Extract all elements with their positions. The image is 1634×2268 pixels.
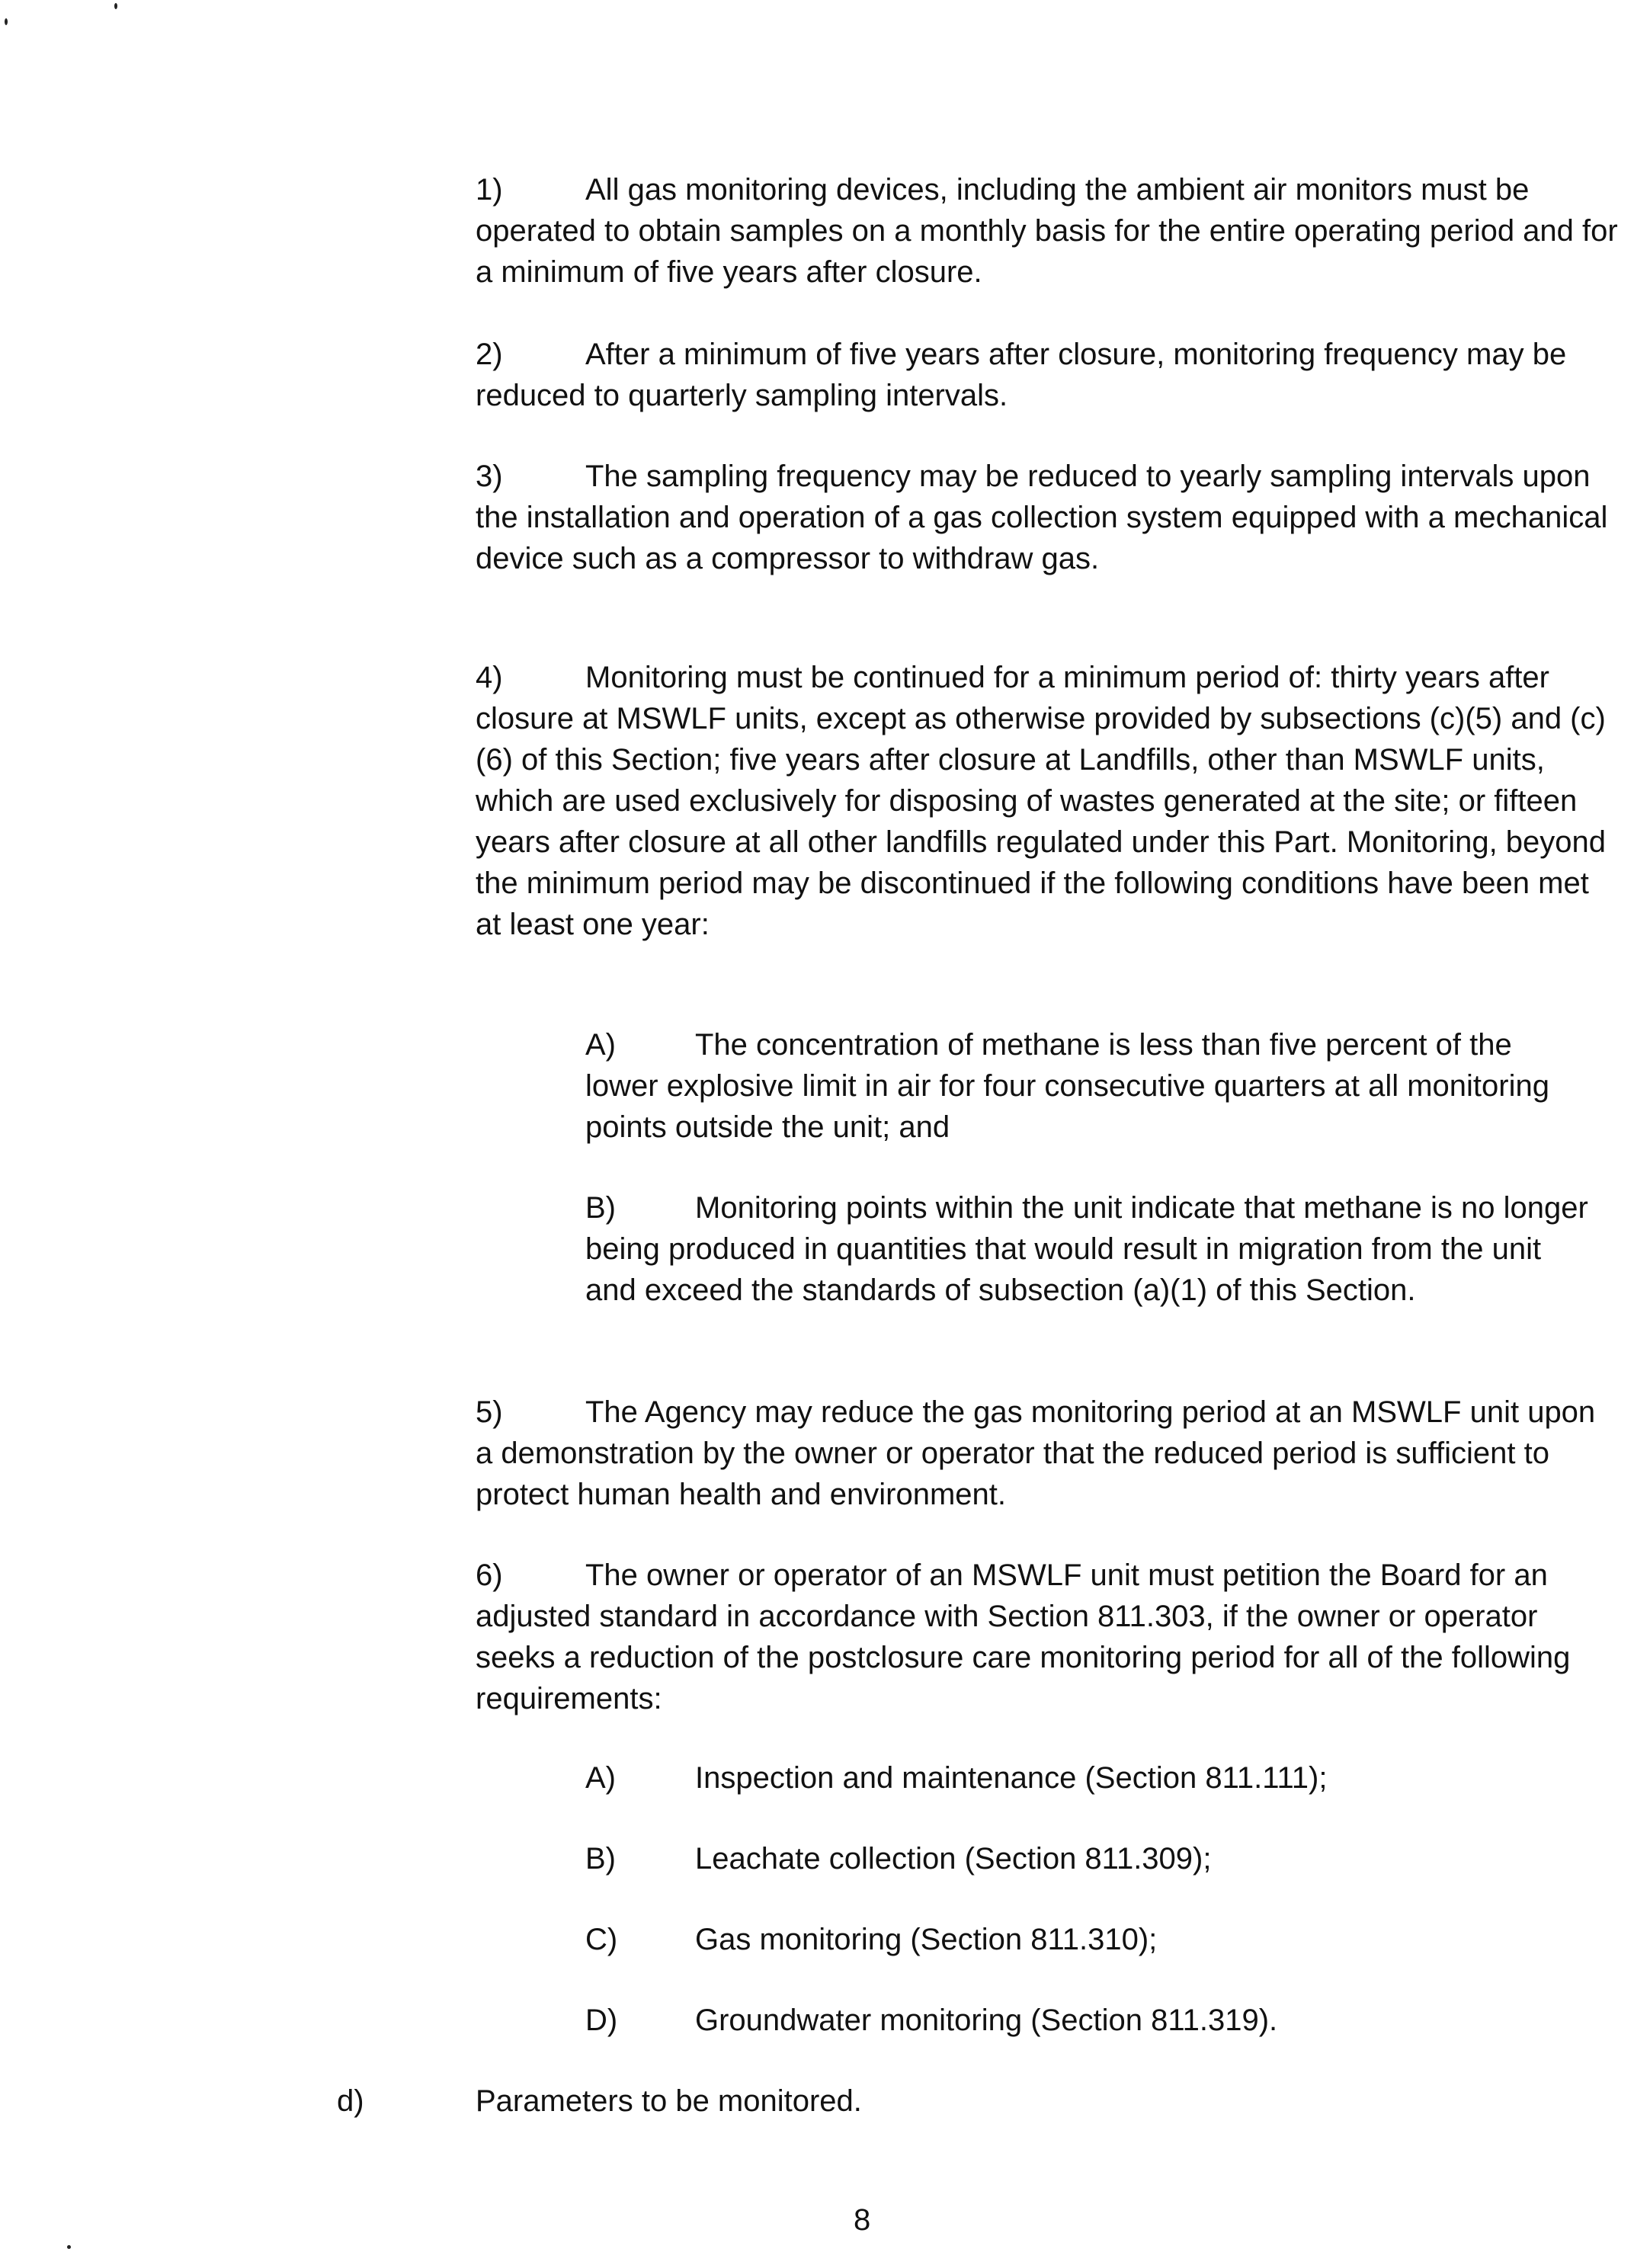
condition-letter: B) — [585, 1191, 616, 1225]
requirement-text: Inspection and maintenance (Section 811.111); — [695, 1761, 1328, 1795]
item-number: 4) — [476, 661, 503, 694]
item-text: All gas monitoring devices, including the ambient air monitors must be operated to obtain samples on a monthly basis for the entire operating period and for a minimum of five years after closure. — [476, 173, 1618, 289]
item-number: 3) — [476, 460, 503, 493]
condition-a — [585, 1024, 1591, 1148]
paragraph-item-6 — [476, 1555, 1619, 1719]
item-text: After a minimum of five years after closure, monitoring frequency may be reduced to quarterly sampling intervals. — [476, 338, 1567, 412]
item-number: 2) — [476, 338, 503, 371]
requirement-letter: A) — [585, 1761, 616, 1795]
condition-text: Monitoring points within the unit indicate that methane is no longer being produced in quantities that would result in migration from the unit and exceed the standards of subsection (a)(1) of this Section. — [585, 1191, 1588, 1307]
item-text: Monitoring must be continued for a minimum period of: thirty years after closure at MSWLF units, except as otherwise provided by subsections (c)(5) and (c)(6) of this Section; five years after closure at Landfills, other than MSWLF units, which are used exclusively for disposing of wastes generated at the site; or fifteen years after closure at all other landfills regulated under this Part. Monitoring, beyond the minimum period may be discontinued if the following conditions have been met at least one year: — [476, 661, 1607, 941]
requirement-b — [585, 1838, 1211, 1879]
requirement-a — [585, 1757, 1327, 1799]
paragraph-item-3 — [476, 456, 1619, 579]
paragraph-item-5 — [476, 1392, 1619, 1515]
scan-speck — [5, 18, 8, 25]
requirement-letter: C) — [585, 1923, 618, 1956]
requirement-d — [585, 2000, 1277, 2041]
item-number: 1) — [476, 173, 503, 207]
condition-letter: A) — [585, 1028, 616, 1062]
paragraph-item-4 — [476, 657, 1619, 945]
page-number: 8 — [854, 2203, 871, 2237]
item-text: The Agency may reduce the gas monitoring period at an MSWLF unit upon a demonstration by the owner or operator that the reduced period is sufficient to protect human health and environment. — [476, 1395, 1596, 1511]
requirement-letter: B) — [585, 1842, 616, 1876]
requirement-text: Leachate collection (Section 811.309); — [695, 1842, 1212, 1876]
scan-speck — [67, 2245, 71, 2249]
requirement-text: Groundwater monitoring (Section 811.319). — [695, 2004, 1278, 2037]
subsection-d — [337, 2081, 862, 2122]
item-text: The owner or operator of an MSWLF unit must petition the Board for an adjusted standard in accordance with Section 811.303, if the owner or operator seeks a reduction of the postclosure care monitoring period for all of the following requirements: — [476, 1558, 1571, 1715]
paragraph-item-2 — [476, 334, 1619, 416]
subsection-letter: d) — [337, 2084, 364, 2118]
item-number: 5) — [476, 1395, 503, 1429]
paragraph-item-1 — [476, 169, 1619, 293]
item-text: The sampling frequency may be reduced to yearly sampling intervals upon the installation and operation of a gas collection system equipped with a mechanical device such as a compressor to withdraw gas. — [476, 460, 1608, 575]
condition-text: The concentration of methane is less than five percent of the lower explosive limit in air for four consecutive quarters at all monitoring points outside the unit; and — [585, 1028, 1549, 1144]
condition-b — [585, 1187, 1591, 1311]
requirement-letter: D) — [585, 2004, 618, 2037]
requirement-c — [585, 1919, 1157, 1960]
subsection-text: Parameters to be monitored. — [476, 2084, 862, 2118]
scan-speck — [114, 3, 117, 9]
requirement-text: Gas monitoring (Section 811.310); — [695, 1923, 1158, 1956]
item-number: 6) — [476, 1558, 503, 1592]
